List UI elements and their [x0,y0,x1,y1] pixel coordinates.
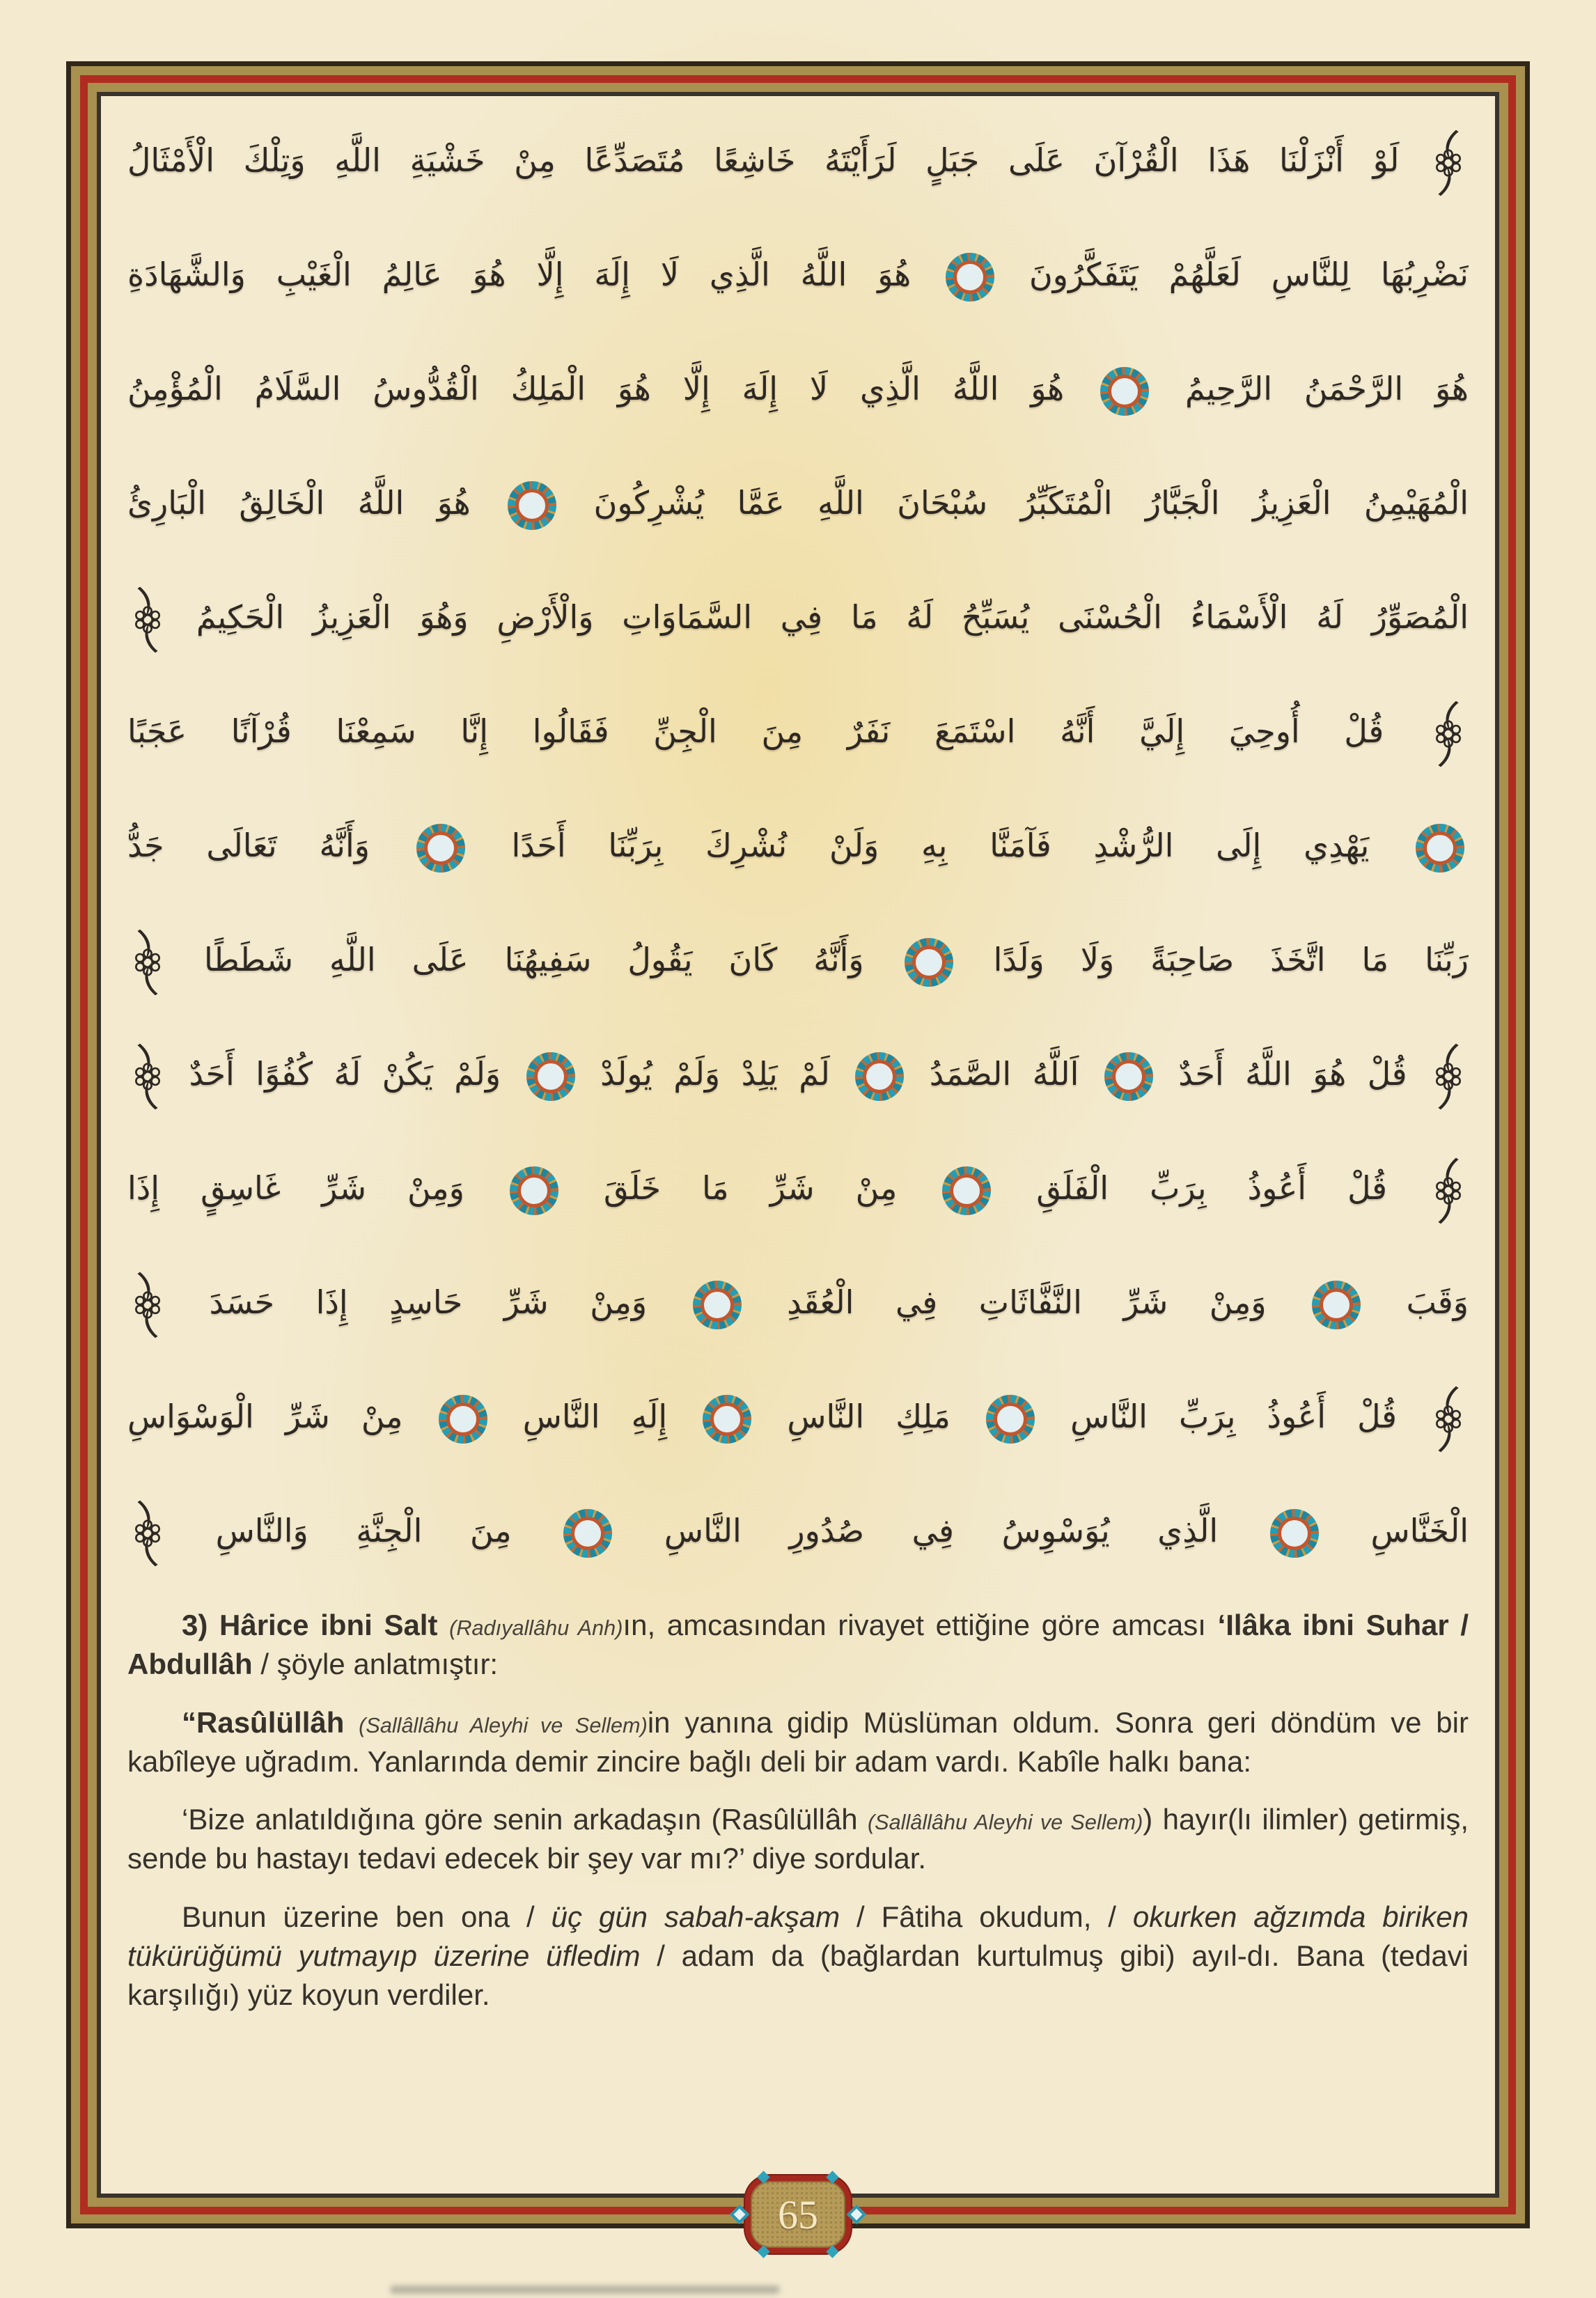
hadith-text: / Fâtiha okudum, / [840,1900,1133,1934]
surah-block-al-hashr-59-21-24 [127,121,1469,656]
quran-verse-text: يَهْدِي إِلَى الرُّشْدِ فَآمَنَّا بِهِ وَلَنْ نُشْرِكَ بِرَبِّنَا أَحَدًا [511,827,1370,864]
verse-separator-icon [416,824,465,873]
quran-verse-text: هُوَ اللَّهُ الْخَالِقُ الْبَارِئُ [127,484,471,522]
quran-line [127,121,1469,199]
quran-line [127,350,1469,428]
quran-verse-text: الَّذِي يُوَسْوِسُ فِي صُدُورِ النَّاسِ [664,1512,1219,1549]
surah-start-rosette-icon [1431,1155,1466,1226]
verse-separator-icon [1270,1509,1319,1558]
quran-verse-text: مِنْ شَرِّ مَا خَلَقَ [603,1169,898,1207]
verse-separator-icon [986,1395,1035,1444]
surah-end-rosette-icon [130,1498,165,1569]
quran-verse-text: وَأَنَّهُ تَعَالَى جَدُّ [127,827,370,864]
hadith-text: (Sallâllâhu Aleyhi ve Sellem) [359,1713,648,1737]
quran-line [127,1377,1469,1455]
quran-line [127,578,1469,656]
quran-verse-text: هُوَ اللَّهُ الَّذِي لَا إِلَهَ إِلَّا هُوَ الْمَلِكُ الْقُدُّوسُ السَّلَامُ الْمُؤْمِنُ [127,370,1065,407]
quran-verse-text: نَضْرِبُهَا لِلنَّاسِ لَعَلَّهُمْ يَتَفَكَّرُونَ [1028,256,1469,293]
verse-separator-icon [508,481,556,530]
surah-block-al-falaq-113 [127,1149,1469,1341]
surah-end-rosette-icon [130,927,165,998]
quran-line [127,1149,1469,1227]
surah-block-al-ikhlas-112 [127,1035,1469,1113]
hadith-section [127,1606,1469,2015]
verse-separator-icon [563,1509,612,1558]
badge-corner-diamond-icon [757,2245,769,2258]
quran-verse-text: وَقَبَ [1406,1283,1469,1321]
border-band-red [80,75,1516,2214]
hadith-paragraph [127,1800,1469,1878]
verse-separator-icon [855,1052,904,1101]
quran-line [127,1263,1469,1341]
hadith-text: okurken ağzımda biriken tükürüğümü yutmayıp üzerine üfledim [127,1900,1469,1973]
quran-verse-text: رَبِّنَا مَا اتَّخَذَ صَاحِبَةً وَلَا وَلَدًا [993,941,1469,978]
hadith-text: ‘Ilâka ibni Suhar / Abdullâh [127,1609,1469,1680]
quran-verse-text: اَللَّهُ الصَّمَدُ [929,1055,1079,1093]
hadith-paragraph [127,1898,1469,2015]
quran-verse-text: وَلَمْ يَكُنْ لَهُ كُفُوًا أَحَدٌ [189,1055,501,1093]
verse-separator-icon [693,1281,742,1329]
badge-corner-diamond-icon [826,2245,838,2258]
verse-separator-icon [703,1395,751,1444]
verse-separator-icon [946,253,994,302]
quran-verse-text: قُلْ هُوَ اللَّهُ أَحَدٌ [1178,1055,1407,1093]
quran-verse-text: الْمُصَوِّرُ لَهُ الْأَسْمَاءُ الْحُسْنَى يُسَبِّحُ لَهُ مَا فِي السَّمَاوَاتِ وَالْأَرْضِ وَهُوَ الْعَزِيزُ الْحَكِيمُ [196,598,1469,636]
page-number: 65 [778,2191,818,2237]
quran-verse-text: مَلِكِ النَّاسِ [787,1398,950,1435]
verse-separator-icon [905,938,953,987]
verse-separator-icon [1312,1281,1361,1329]
hadith-paragraph [127,1606,1469,1684]
hadith-text: (Radıyallâhu Anh) [449,1616,623,1640]
verse-separator-icon [1416,824,1464,873]
page-number-badge [745,2175,851,2253]
hadith-text: ) hayır(lı ilimler) getirmiş, sende bu hastayı tedavi edecek bir şey var mı?’ diye sordular. [127,1803,1469,1875]
hadith-text: ın, amcasından rivayet ettiğine göre amcası [623,1609,1218,1641]
hadith-text: ‘Bize anlatıldığına göre senin arkadaşın (Rasûlüllâh [182,1803,868,1836]
quran-verse-text: مِنَ الْجِنَّةِ وَالنَّاسِ [215,1512,512,1549]
quran-section [127,121,1469,1570]
surah-start-rosette-icon [1431,1384,1466,1455]
hadith-text: “Rasûlüllâh [182,1705,359,1739]
quran-verse-text: قُلْ أَعُوذُ بِرَبِّ النَّاسِ [1070,1398,1397,1435]
quran-verse-text: وَأَنَّهُ كَانَ يَقُولُ سَفِيهُنَا عَلَى اللَّهِ شَطَطًا [203,941,864,978]
scan-artifact [390,2285,780,2294]
surah-block-an-nas-114 [127,1377,1469,1570]
surah-block-al-jinn-72-1-4 [127,692,1469,999]
hadith-text: (Sallâllâhu Aleyhi ve Sellem) [867,1811,1143,1835]
quran-verse-text: وَمِنْ شَرِّ غَاسِقٍ إِذَا [127,1169,464,1207]
border-band-khaki-inner [88,83,1508,2207]
surah-end-rosette-icon [130,584,165,655]
quran-line [127,806,1469,884]
hadith-text: 3) Hârice ibni Salt [182,1609,450,1641]
quran-line [127,692,1469,770]
quran-line [127,464,1469,542]
quran-verse-text: لَمْ يَلِدْ وَلَمْ يُولَدْ [600,1055,830,1093]
quran-line [127,1492,1469,1570]
quran-verse-text: قُلْ أُوحِيَ إِلَيَّ أَنَّهُ اسْتَمَعَ نَفَرٌ مِنَ الْجِنِّ فَقَالُوا إِنَّا سَمِعْنَا قُرْآنًا عَجَبًا [127,712,1384,750]
verse-separator-icon [1104,1052,1153,1101]
verse-separator-icon [526,1052,575,1101]
surah-end-rosette-icon [130,1269,165,1340]
surah-end-rosette-icon [130,1041,165,1112]
quran-verse-text: إِلَهِ النَّاسِ [522,1398,668,1435]
hadith-text: in yanına gidip Müslüman oldum. Sonra geri döndüm ve bir kabîleye uğradım. Yanlarında demir zincire bağlı deli bir adam vardı. Kabîle halkı bana: [127,1705,1469,1778]
quran-line [127,1035,1469,1113]
decorative-border-frame [66,61,1530,2228]
page-content [101,96,1495,2194]
border-line-inner-dark [97,92,1499,2198]
hadith-text: Bunun üzerine ben ona / [182,1900,551,1934]
quran-verse-text: الْخَنَّاسِ [1370,1512,1469,1549]
verse-separator-icon [439,1395,487,1444]
verse-separator-icon [1100,367,1149,416]
quran-verse-text: وَمِنْ شَرِّ النَّفَّاثَاتِ فِي الْعُقَدِ [787,1283,1267,1321]
hadith-paragraph [127,1703,1469,1781]
surah-start-rosette-icon [1431,698,1466,769]
surah-start-rosette-icon [1431,1041,1466,1112]
verse-separator-icon [510,1166,558,1215]
quran-verse-text: لَوْ أَنْزَلْنَا هَذَا الْقُرْآنَ عَلَى جَبَلٍ لَرَأَيْتَهُ خَاشِعًا مُتَصَدِّعًا مِنْ خَشْيَةِ اللَّهِ وَتِلْكَ الْأَمْثَالُ [127,141,1400,179]
quran-verse-text: قُلْ أَعُوذُ بِرَبِّ الْفَلَقِ [1036,1169,1387,1207]
quran-line [127,921,1469,999]
hadith-text: / şöyle anlatmıştır: [252,1647,499,1680]
hadith-text: / adam da (bağlardan kurtulmuş gibi) ayıl-dı. Bana (tedavi karşılığı) yüz koyun verdiler. [127,1939,1469,2011]
hadith-text: üç gün sabah-akşam [551,1900,840,1934]
quran-verse-text: هُوَ اللَّهُ الَّذِي لَا إِلَهَ إِلَّا هُوَ عَالِمُ الْغَيْبِ وَالشَّهَادَةِ [127,256,912,293]
quran-line [127,235,1469,313]
surah-start-rosette-icon [1431,127,1466,198]
quran-verse-text: هُوَ الرَّحْمَنُ الرَّحِيمُ [1184,370,1469,407]
verse-separator-icon [942,1166,991,1215]
quran-verse-text: وَمِنْ شَرِّ حَاسِدٍ إِذَا حَسَدَ [209,1283,648,1321]
quran-verse-text: الْمُهَيْمِنُ الْعَزِيزُ الْجَبَّارُ الْمُتَكَبِّرُ سُبْحَانَ اللَّهِ عَمَّا يُشْرِكُونَ [593,484,1469,522]
border-band-khaki-outer [71,66,1525,2223]
quran-verse-text: مِنْ شَرِّ الْوَسْوَاسِ [127,1398,403,1435]
